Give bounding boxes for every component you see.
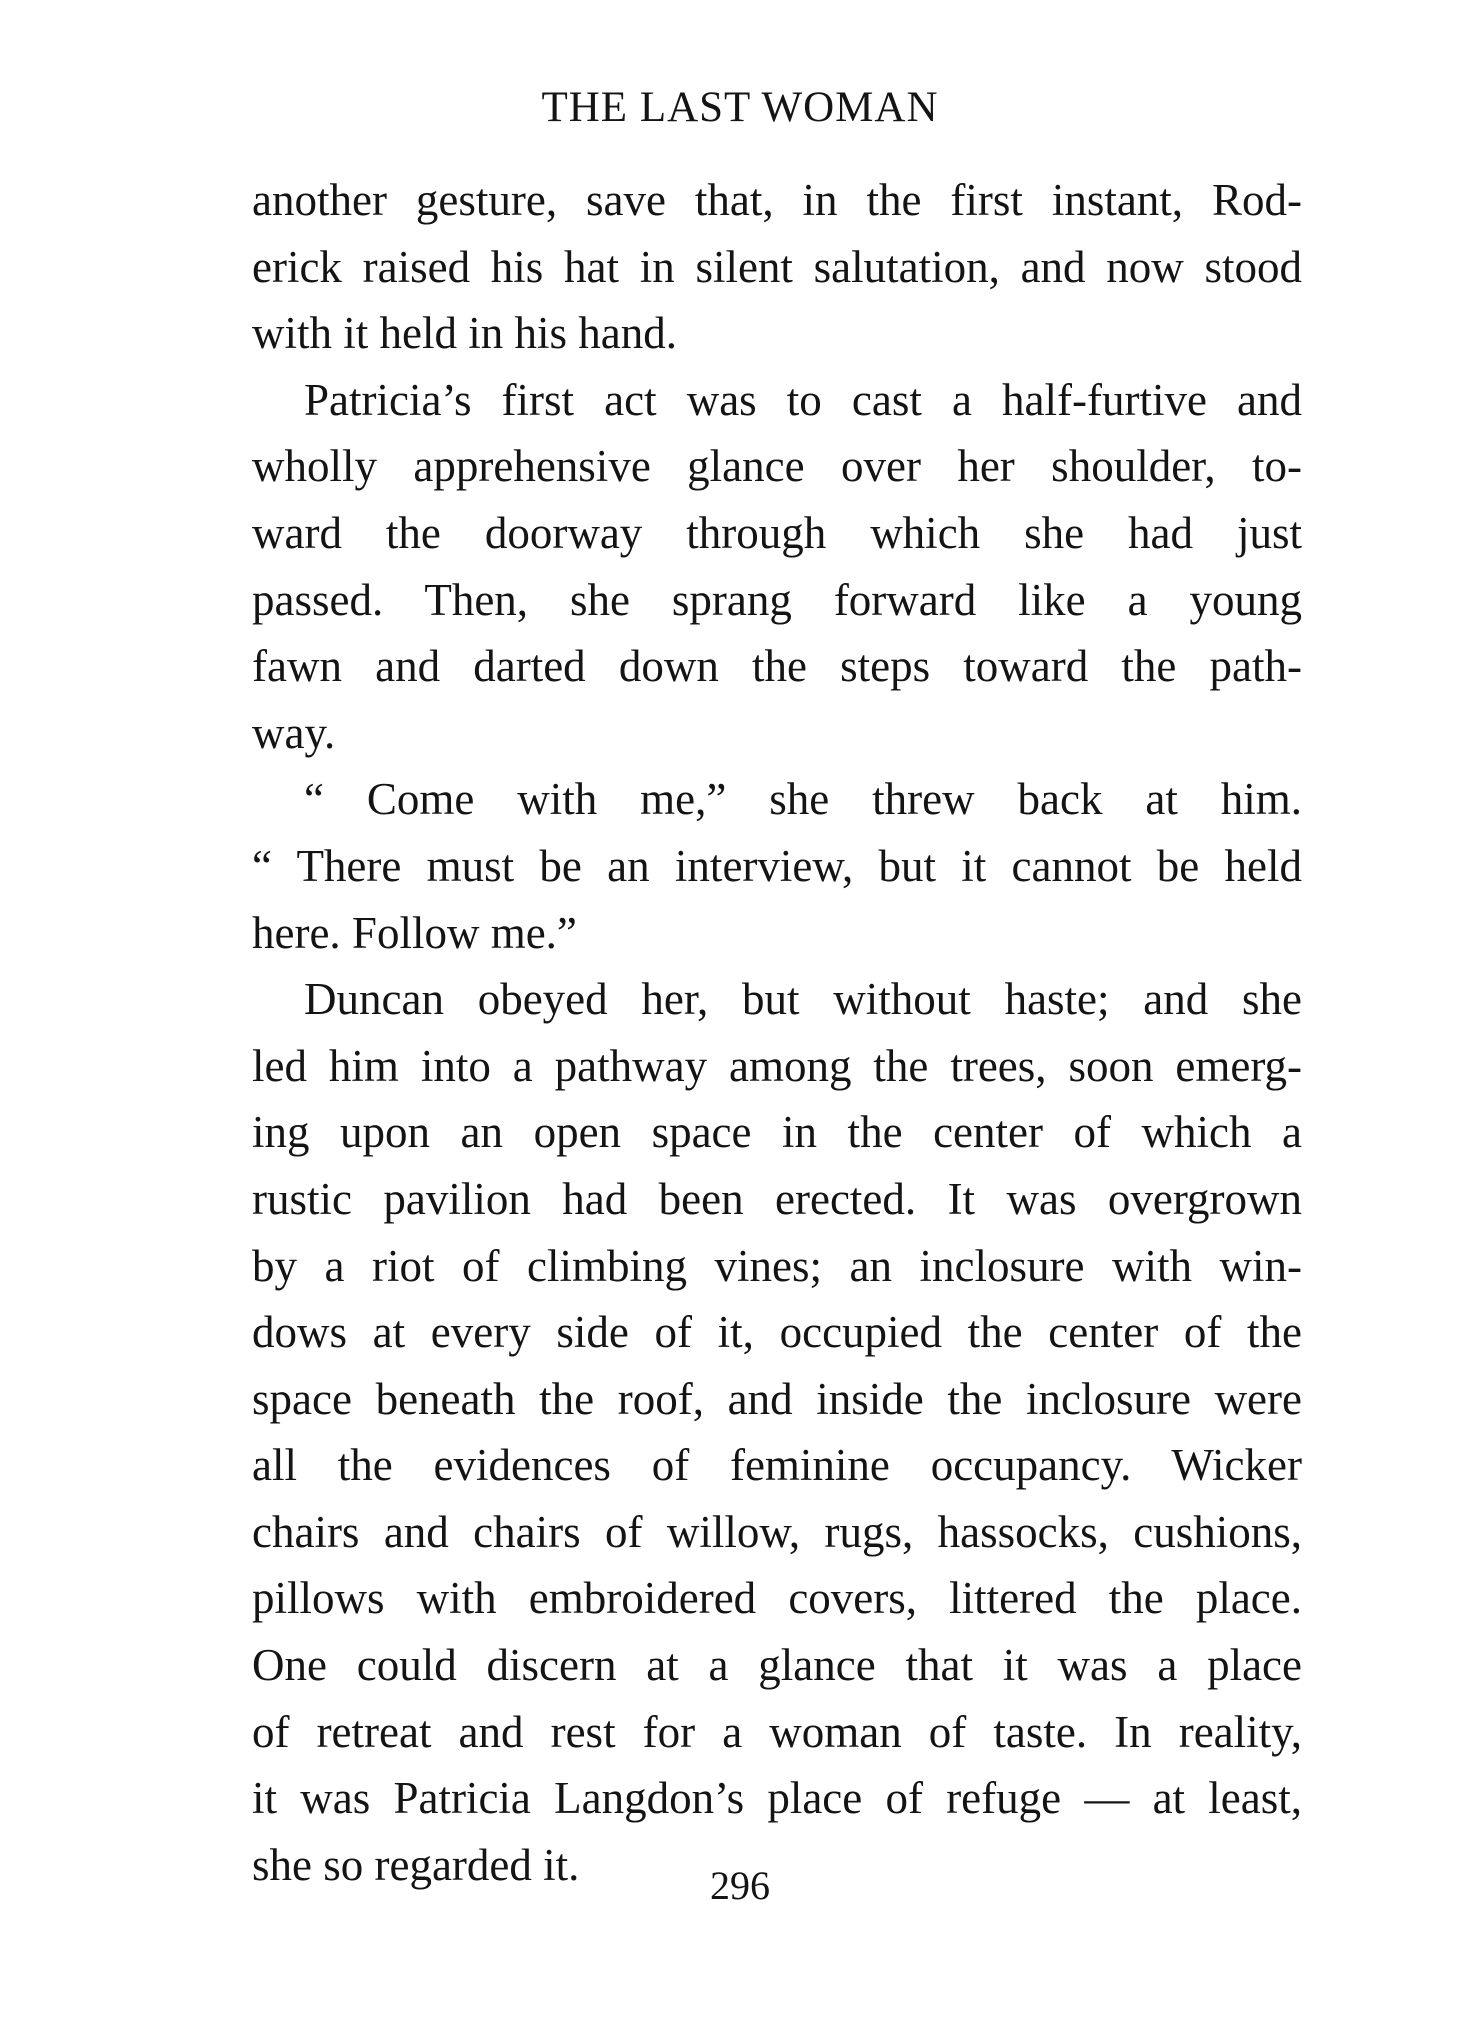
running-head: THE LAST WOMAN [541, 84, 939, 131]
text-line: dows at every side of it, occupied the center of the [252, 1307, 1302, 1358]
text-line: space beneath the roof, and inside the inclosure were [252, 1373, 1302, 1424]
paragraph [252, 766, 1302, 966]
paragraph [252, 367, 1302, 767]
text-line: rustic pavilion had been erected. It was overgrown [252, 1173, 1302, 1224]
text-line: Patricia’s first act was to cast a half-furtive and [304, 374, 1302, 425]
text-line: ward the doorway through which she had just [252, 507, 1302, 558]
text-line: all the evidences of feminine occupancy. Wicker [252, 1440, 1302, 1491]
text-line: chairs and chairs of willow, rugs, hassocks, cushions, [252, 1506, 1302, 1557]
text-line: fawn and darted down the steps toward the path- [252, 641, 1302, 692]
paragraph [252, 966, 1302, 1898]
text-line: with it held in his hand. [252, 308, 677, 359]
body-text [252, 167, 1302, 1898]
text-line: it was Patricia Langdon’s place of refuge — at least, [252, 1773, 1302, 1824]
paragraph [252, 167, 1302, 367]
text-line: passed. Then, she sprang forward like a young [252, 574, 1302, 625]
text-line: “ There must be an interview, but it cannot be held [252, 840, 1302, 891]
text-line: One could discern at a glance that it was a place [252, 1640, 1302, 1691]
text-line: led him into a pathway among the trees, soon emerg- [252, 1040, 1302, 1091]
text-line: another gesture, save that, in the first instant, Rod- [252, 175, 1302, 225]
text-line: way. [252, 707, 336, 758]
text-line: “ Come with me,” she threw back at him. [304, 774, 1302, 825]
text-line: by a riot of climbing vines; an inclosure with win- [252, 1240, 1302, 1291]
page-number: 296 [710, 1863, 770, 1908]
text-line: here. Follow me.” [252, 907, 577, 958]
text-line: erick raised his hat in silent salutation, and now stood [252, 241, 1302, 292]
text-line: she so regarded it. [252, 1839, 580, 1890]
text-line: ing upon an open space in the center of which a [252, 1107, 1302, 1158]
text-line: Duncan obeyed her, but without haste; and she [304, 974, 1302, 1025]
text-line: wholly apprehensive glance over her shoulder, to- [252, 441, 1302, 492]
text-line: of retreat and rest for a woman of taste. In reality, [252, 1706, 1302, 1757]
text-line: pillows with embroidered covers, littered the place. [252, 1573, 1302, 1624]
